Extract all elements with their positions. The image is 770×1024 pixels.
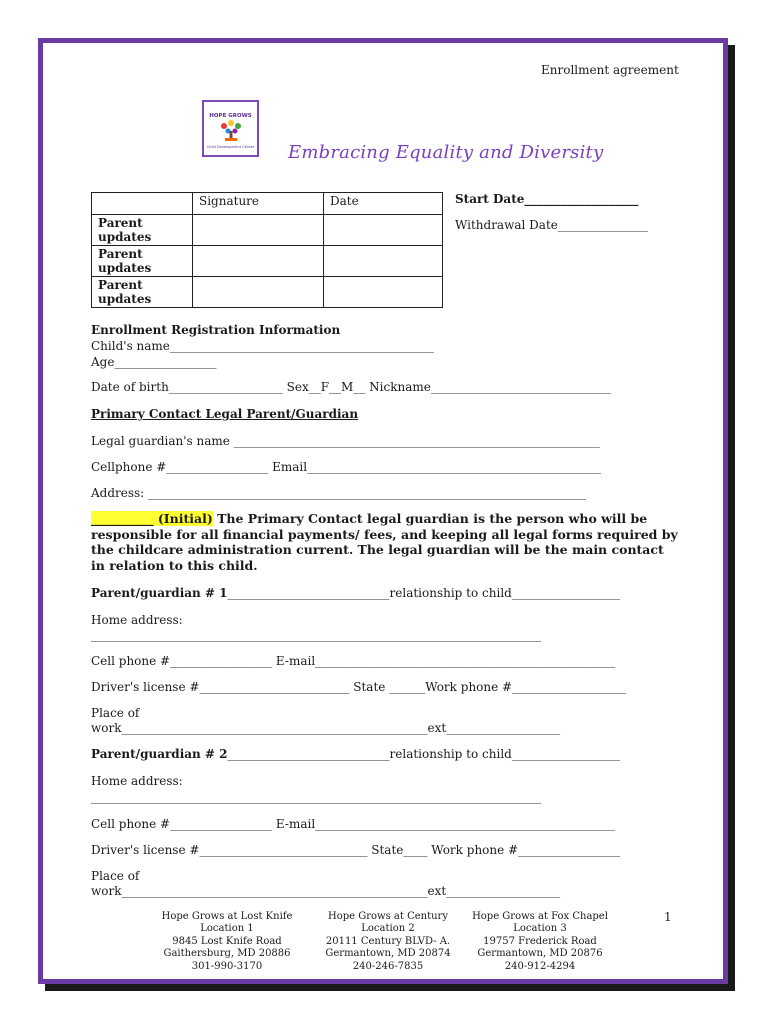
row-label: Parent updates [92, 277, 193, 308]
row-label: Parent updates [92, 246, 193, 277]
guardian2-place-label: Place of [91, 869, 140, 883]
guardian2-cell-email-field[interactable]: Cell phone #_________________ E-mail__________________________________________________ [91, 817, 616, 831]
initial-label: (Initial) [153, 511, 213, 526]
start-date-field[interactable]: Start Date___________________ [455, 192, 639, 206]
table-header-date: Date [324, 193, 443, 215]
guardian1-home-address-field[interactable]: ___________________________________________________________________________ [91, 628, 541, 642]
cellphone-email-field[interactable]: Cellphone #_________________ Email_________________________________________________ [91, 460, 602, 474]
dob-sex-nickname-field[interactable]: Date of birth___________________ Sex__F__M__ Nickname______________________________ [91, 380, 611, 394]
document-title: Enrollment agreement [541, 63, 679, 77]
footer-name: Hope Grows at Lost Knife [161, 911, 293, 922]
signature-cell[interactable] [193, 215, 324, 246]
guardian2-label: Parent/guardian # 2 [91, 747, 228, 761]
date-cell[interactable] [324, 277, 443, 308]
guardian2-home-address-label: Home address: [91, 774, 183, 788]
initial-blank[interactable]: __________ [91, 511, 154, 526]
footer-location: Location 2 [361, 923, 415, 935]
guardian2-name-blank[interactable]: ___________________________ [227, 747, 390, 761]
footer-city: Germantown, MD 20874 [325, 948, 451, 960]
guardian2-home-address-field[interactable]: ___________________________________________________________________________ [91, 790, 541, 804]
table-row [92, 246, 443, 277]
guardian2-work-field[interactable]: work___________________________________________________ext___________________ [91, 884, 561, 898]
legal-guardian-field[interactable]: Legal guardian's name _____________________________________________________________ [91, 434, 600, 448]
footer-city: Germantown, MD 20876 [477, 948, 603, 960]
tagline: Embracing Equality and Diversity [288, 142, 604, 163]
date-cell[interactable] [324, 215, 443, 246]
address-field[interactable]: Address: _________________________________________________________________________ [91, 486, 587, 500]
logo [202, 100, 259, 157]
guardian1-home-address-label: Home address: [91, 613, 183, 627]
primary-contact-heading: Primary Contact Legal Parent/Guardian [91, 407, 359, 421]
table-row [92, 215, 443, 246]
guardian1-relationship[interactable]: relationship to child__________________ [389, 586, 620, 600]
footer-location-2 [318, 911, 458, 973]
footer-name: Hope Grows at Century [328, 911, 448, 922]
logo-brand: HOPE GROWS [209, 113, 252, 119]
date-cell[interactable] [324, 246, 443, 277]
logo-subtitle: Child Development Center [206, 145, 255, 149]
signature-cell[interactable] [193, 277, 324, 308]
footer-location-1 [157, 911, 297, 973]
guardian1-place-label: Place of [91, 706, 140, 720]
initial-text: The Primary Contact legal guardian is the person who will be responsible for all financial payments/ fees, and keeping all legal forms required by the childcare administration current. The legal guardian will be the main contact in relation to this child. [91, 511, 678, 573]
page-number: 1 [664, 910, 672, 924]
guardian2-line[interactable] [91, 747, 620, 761]
age-field[interactable]: Age_________________ [91, 355, 217, 369]
table-header-row [92, 193, 443, 215]
withdrawal-date-field[interactable]: Withdrawal Date_______________ [455, 218, 648, 232]
guardian2-drivers-license-field[interactable]: Driver's license #____________________________ State____ Work phone #_________________ [91, 843, 621, 857]
row-label: Parent updates [92, 215, 193, 246]
enrollment-heading: Enrollment Registration Information [91, 323, 341, 337]
footer-location: Location 1 [200, 923, 254, 935]
table-row [92, 277, 443, 308]
initial-paragraph [91, 511, 681, 573]
footer-location-3 [470, 911, 610, 973]
footer-name: Hope Grows at Fox Chapel [472, 911, 608, 922]
logo-tree-icon [204, 102, 257, 155]
guardian1-drivers-license-field[interactable]: Driver's license #_________________________ State ______Work phone #___________________ [91, 680, 627, 694]
signature-table [91, 192, 443, 308]
footer-phone: 301-990-3170 [191, 960, 263, 972]
footer-street: 20111 Century BLVD- A. [325, 935, 451, 947]
table-header-signature: Signature [193, 193, 324, 215]
footer-phone: 240-246-7835 [352, 960, 424, 972]
footer-location: Location 3 [513, 923, 567, 935]
signature-cell[interactable] [193, 246, 324, 277]
guardian1-cell-email-field[interactable]: Cell phone #_________________ E-mail__________________________________________________ [91, 654, 616, 668]
footer-street: 9845 Lost Knife Road [172, 935, 282, 947]
guardian1-work-field[interactable]: work___________________________________________________ext___________________ [91, 721, 561, 735]
footer-phone: 240-912-4294 [504, 960, 576, 972]
table-header-cell [92, 193, 193, 215]
guardian1-line[interactable] [91, 586, 620, 600]
footer-street: 19757 Frederick Road [483, 935, 597, 947]
guardian1-name-blank[interactable]: ___________________________ [227, 586, 390, 600]
childs-name-field[interactable]: Child's name____________________________________________ [91, 339, 434, 353]
guardian2-relationship[interactable]: relationship to child__________________ [389, 747, 620, 761]
footer-city: Gaithersburg, MD 20886 [163, 948, 291, 960]
guardian1-label: Parent/guardian # 1 [91, 586, 228, 600]
